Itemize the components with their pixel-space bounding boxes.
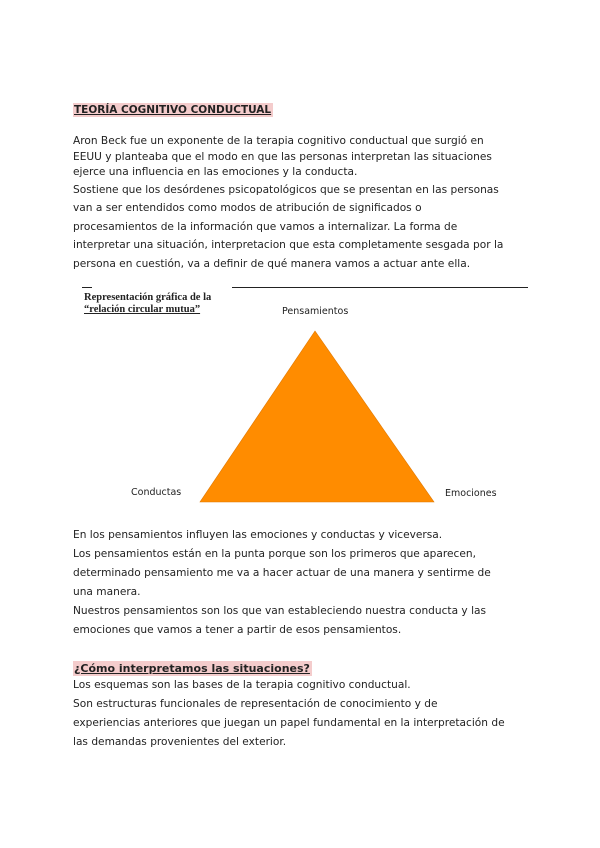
label-conductas: Conductas: [131, 487, 182, 498]
paragraph-line: determinado pensamiento me va a hacer actuar de una manera y sentirme de: [73, 567, 491, 579]
paragraph-line: una manera.: [73, 586, 141, 598]
paragraph-pensamientos: [73, 526, 533, 640]
paragraph-line: las demandas provenientes del exterior.: [73, 736, 287, 748]
paragraph-line: interpretar una situación, interpretacion que esta completamente sesgada por la: [73, 239, 504, 251]
paragraph-line: EEUU y planteaba que el modo en que las personas interpretan las situaciones: [73, 150, 492, 163]
paragraph-line: ejerce una influencia en las emociones y la conducta.: [73, 166, 358, 178]
label-emociones: Emociones: [445, 488, 497, 499]
label-pensamientos: Pensamientos: [282, 306, 349, 317]
paragraph-esquemas: [73, 676, 533, 752]
paragraph-line: experiencias anteriores que juegan un papel fundamental en la interpretación de: [73, 717, 505, 729]
paragraph-line: Son estructuras funcionales de representación de conocimiento y de: [73, 698, 438, 710]
paragraph-line: En los pensamientos influyen las emociones y conductas y viceversa.: [73, 529, 443, 541]
paragraph-line: emociones que vamos a tener a partir de esos pensamientos.: [73, 624, 402, 636]
paragraph-line: persona en cuestión, va a definir de qué manera vamos a actuar ante ella.: [73, 257, 471, 270]
caption-line-underlined: “relación circular mutua”: [84, 304, 201, 315]
caption-line: Representación gráfica de la: [84, 292, 212, 303]
section-heading-teoria: TEORÍA COGNITIVO CONDUCTUAL: [74, 104, 272, 116]
paragraph-line: procesamientos de la información que vamos a internalizar. La forma de: [73, 220, 458, 233]
paragraph-line: van a ser entendidos como modos de atribución de significados o: [73, 202, 422, 214]
paragraph-line: Aron Beck fue un exponente de la terapia cognitivo conductual que surgió en: [73, 135, 484, 147]
paragraph-line: Sostiene que los desórdenes psicopatológicos que se presentan en las personas: [73, 183, 499, 196]
paragraph-line: Nuestros pensamientos son los que van estableciendo nuestra conducta y las: [73, 605, 487, 617]
orange-triangle: [200, 331, 434, 502]
paragraph-line: Los pensamientos están en la punta porque son los primeros que aparecen,: [73, 548, 476, 560]
section-heading-interpretamos: ¿Cómo interpretamos las situaciones?: [74, 662, 310, 675]
paragraph-line: Los esquemas son las bases de la terapia cognitivo conductual.: [73, 679, 411, 691]
